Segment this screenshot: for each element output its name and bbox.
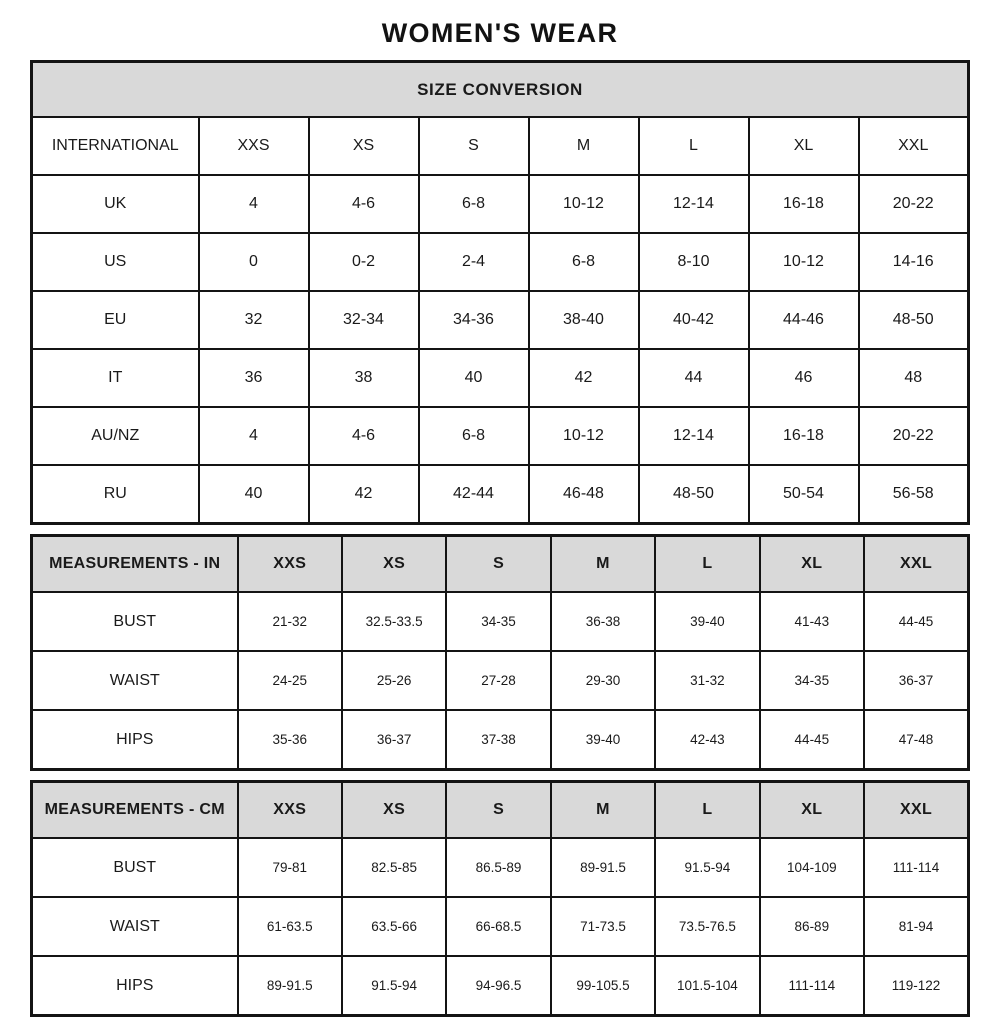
size-cell: 16-18 (749, 407, 859, 465)
measurement-cell: 44-45 (760, 710, 864, 770)
size-cell: 2-4 (419, 233, 529, 291)
measurement-cell: 81-94 (864, 897, 968, 956)
row-label: WAIST (32, 651, 238, 710)
column-header-size: L (655, 536, 759, 593)
column-header-size: XXL (859, 117, 969, 175)
size-cell: 6-8 (419, 175, 529, 233)
measurement-cell: 34-35 (446, 592, 550, 651)
measurement-cell: 39-40 (655, 592, 759, 651)
size-cell: 4-6 (309, 175, 419, 233)
size-cell: 10-12 (529, 407, 639, 465)
measurement-cell: 86.5-89 (446, 838, 550, 897)
measurement-cell: 42-43 (655, 710, 759, 770)
column-header-size: XXL (864, 536, 968, 593)
size-cell: 10-12 (529, 175, 639, 233)
size-conversion-table (30, 60, 970, 525)
size-cell: 36 (199, 349, 309, 407)
size-row-us (32, 233, 969, 291)
measurement-cell: 36-37 (342, 710, 446, 770)
measurement-cell: 91.5-94 (655, 838, 759, 897)
measurements-in-row-waist (32, 651, 969, 710)
column-header-size: XL (749, 117, 859, 175)
size-cell: 38-40 (529, 291, 639, 349)
column-header-size: XXS (199, 117, 309, 175)
measurement-cell: 94-96.5 (446, 956, 550, 1016)
size-cell: 34-36 (419, 291, 529, 349)
column-header-size: L (639, 117, 749, 175)
measurement-cell: 61-63.5 (238, 897, 342, 956)
size-cell: 44 (639, 349, 749, 407)
measurements-in-header-row (32, 536, 969, 593)
row-label: IT (32, 349, 199, 407)
column-header-size: M (551, 782, 655, 839)
size-cell: 42 (529, 349, 639, 407)
measurement-cell: 32.5-33.5 (342, 592, 446, 651)
column-header-size: XS (342, 782, 446, 839)
column-header-size: M (551, 536, 655, 593)
size-cell: 4 (199, 407, 309, 465)
measurements-cm-header-row (32, 782, 969, 839)
size-cell: 12-14 (639, 407, 749, 465)
size-cell: 46-48 (529, 465, 639, 524)
size-cell: 4 (199, 175, 309, 233)
measurement-cell: 101.5-104 (655, 956, 759, 1016)
column-header-size: XL (760, 782, 864, 839)
measurement-cell: 82.5-85 (342, 838, 446, 897)
measurement-cell: 66-68.5 (446, 897, 550, 956)
measurement-cell: 71-73.5 (551, 897, 655, 956)
measurement-cell: 31-32 (655, 651, 759, 710)
column-header-size: XS (309, 117, 419, 175)
row-label: US (32, 233, 199, 291)
size-cell: 6-8 (529, 233, 639, 291)
size-conversion-title-row (32, 62, 969, 118)
size-row-ru (32, 465, 969, 524)
measurement-cell: 111-114 (760, 956, 864, 1016)
row-label: WAIST (32, 897, 238, 956)
measurement-cell: 89-91.5 (551, 838, 655, 897)
measurement-cell: 63.5-66 (342, 897, 446, 956)
size-conversion-header-row (32, 117, 969, 175)
measurement-cell: 79-81 (238, 838, 342, 897)
measurements-in-row-bust (32, 592, 969, 651)
column-header-international: INTERNATIONAL (32, 117, 199, 175)
size-cell: 4-6 (309, 407, 419, 465)
measurements-in-table (30, 534, 970, 771)
size-cell: 20-22 (859, 407, 969, 465)
size-cell: 48-50 (859, 291, 969, 349)
size-row-it (32, 349, 969, 407)
measurement-cell: 86-89 (760, 897, 864, 956)
measurements-cm-row-bust (32, 838, 969, 897)
column-header-size: M (529, 117, 639, 175)
size-cell: 10-12 (749, 233, 859, 291)
size-cell: 50-54 (749, 465, 859, 524)
column-header-size: XXS (238, 536, 342, 593)
size-row-uk (32, 175, 969, 233)
row-label: UK (32, 175, 199, 233)
size-cell: 32 (199, 291, 309, 349)
measurements-cm-title: MEASUREMENTS - CM (32, 782, 238, 839)
row-label: RU (32, 465, 199, 524)
size-cell: 40 (419, 349, 529, 407)
row-label: HIPS (32, 956, 238, 1016)
size-cell: 48 (859, 349, 969, 407)
column-header-size: L (655, 782, 759, 839)
size-cell: 0 (199, 233, 309, 291)
measurements-cm-row-waist (32, 897, 969, 956)
measurement-cell: 89-91.5 (238, 956, 342, 1016)
size-cell: 0-2 (309, 233, 419, 291)
measurements-in-title: MEASUREMENTS - IN (32, 536, 238, 593)
size-conversion-title: SIZE CONVERSION (32, 62, 969, 118)
measurements-cm-table (30, 780, 970, 1017)
measurement-cell: 35-36 (238, 710, 342, 770)
size-cell: 56-58 (859, 465, 969, 524)
column-header-size: XS (342, 536, 446, 593)
size-cell: 44-46 (749, 291, 859, 349)
row-label: BUST (32, 838, 238, 897)
measurement-cell: 73.5-76.5 (655, 897, 759, 956)
measurements-in-row-hips (32, 710, 969, 770)
size-cell: 12-14 (639, 175, 749, 233)
size-cell: 6-8 (419, 407, 529, 465)
measurement-cell: 104-109 (760, 838, 864, 897)
measurements-cm-row-hips (32, 956, 969, 1016)
size-cell: 8-10 (639, 233, 749, 291)
size-cell: 14-16 (859, 233, 969, 291)
size-cell: 20-22 (859, 175, 969, 233)
page-title: WOMEN'S WEAR (381, 18, 619, 48)
size-row-aunz (32, 407, 969, 465)
measurement-cell: 41-43 (760, 592, 864, 651)
row-label: BUST (32, 592, 238, 651)
size-cell: 16-18 (749, 175, 859, 233)
size-cell: 38 (309, 349, 419, 407)
measurement-cell: 39-40 (551, 710, 655, 770)
size-cell: 48-50 (639, 465, 749, 524)
measurement-cell: 34-35 (760, 651, 864, 710)
size-cell: 32-34 (309, 291, 419, 349)
row-label: AU/NZ (32, 407, 199, 465)
measurement-cell: 36-37 (864, 651, 968, 710)
measurement-cell: 47-48 (864, 710, 968, 770)
row-label: EU (32, 291, 199, 349)
size-cell: 42-44 (419, 465, 529, 524)
measurement-cell: 44-45 (864, 592, 968, 651)
measurement-cell: 24-25 (238, 651, 342, 710)
column-header-size: S (419, 117, 529, 175)
measurement-cell: 21-32 (238, 592, 342, 651)
column-header-size: S (446, 782, 550, 839)
size-cell: 40 (199, 465, 309, 524)
column-header-size: XXL (864, 782, 968, 839)
measurement-cell: 111-114 (864, 838, 968, 897)
size-cell: 46 (749, 349, 859, 407)
measurement-cell: 119-122 (864, 956, 968, 1016)
measurement-cell: 27-28 (446, 651, 550, 710)
size-cell: 42 (309, 465, 419, 524)
measurement-cell: 91.5-94 (342, 956, 446, 1016)
measurement-cell: 99-105.5 (551, 956, 655, 1016)
size-cell: 40-42 (639, 291, 749, 349)
column-header-size: S (446, 536, 550, 593)
measurement-cell: 36-38 (551, 592, 655, 651)
measurement-cell: 25-26 (342, 651, 446, 710)
measurement-cell: 29-30 (551, 651, 655, 710)
column-header-size: XXS (238, 782, 342, 839)
row-label: HIPS (32, 710, 238, 770)
measurement-cell: 37-38 (446, 710, 550, 770)
size-row-eu (32, 291, 969, 349)
column-header-size: XL (760, 536, 864, 593)
